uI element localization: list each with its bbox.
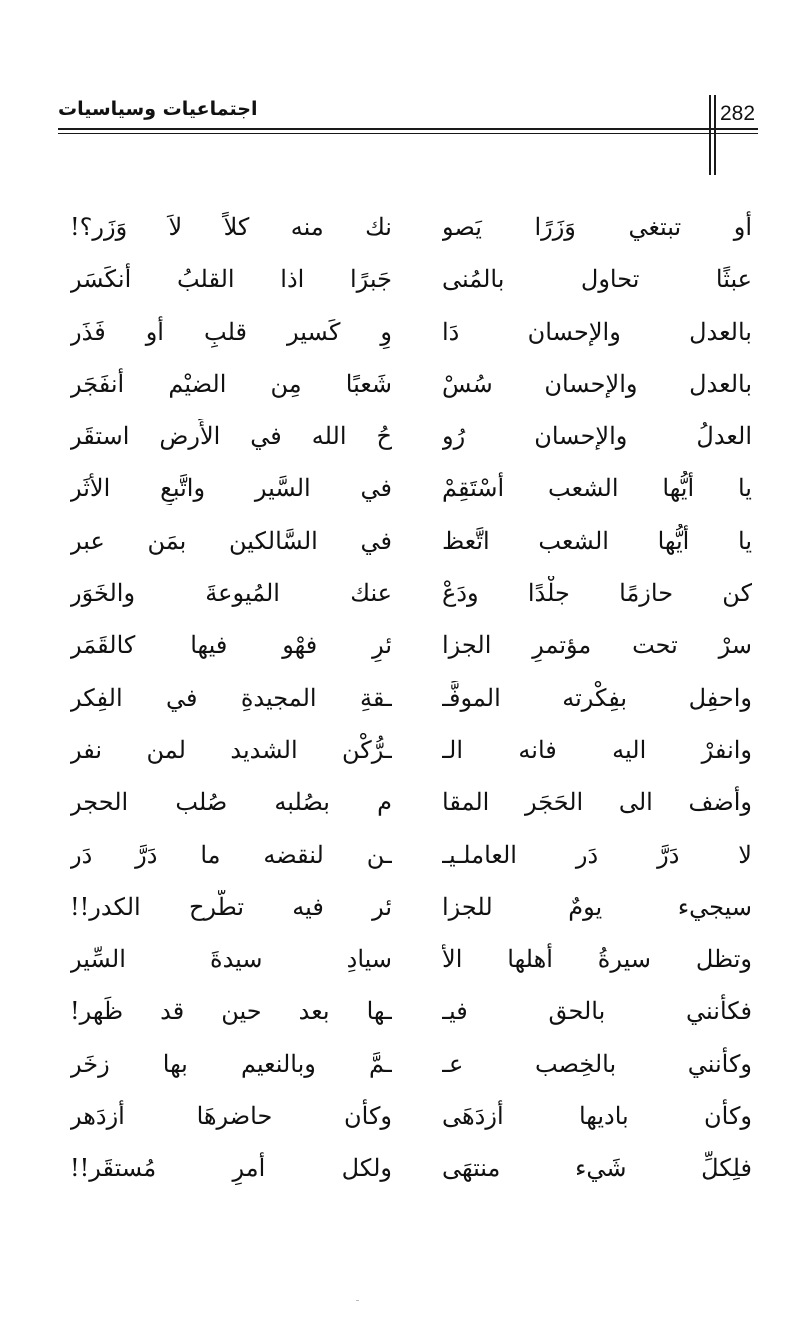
poem <box>0 204 788 1198</box>
first-hemistich: يا أيُّها الشعب اتَّعظ <box>442 526 752 555</box>
header-vertical-bar <box>714 95 716 175</box>
verse <box>0 1145 788 1197</box>
page-number: 282 <box>720 102 756 125</box>
verse <box>0 936 788 988</box>
first-hemistich: أو تبتغي وَزَرًا يَصو <box>442 213 752 241</box>
second-hemistich: ئرِ فهْو فيها كالقَمَر <box>70 631 392 660</box>
verse <box>0 988 788 1040</box>
second-hemistich: ولكل أمرِ مُستقَر!! <box>70 1154 392 1183</box>
verse <box>0 727 788 779</box>
first-hemistich: بالعدل والإحسان سُسْ <box>442 369 752 398</box>
verse <box>0 622 788 674</box>
second-hemistich: ـها بعد حين قد ظَهر! <box>70 997 392 1026</box>
first-hemistich: سيجيء يومٌ للجزا <box>442 892 752 921</box>
verse <box>0 675 788 727</box>
first-hemistich: وانفرْ اليه فانه الـ <box>442 735 752 764</box>
first-hemistich: وكأن باديها أزدَهَى <box>442 1102 752 1131</box>
first-hemistich: بالعدل والإحسان دَا <box>442 317 752 346</box>
second-hemistich: ـرُّكْن الشديد لمن نفر <box>70 735 392 764</box>
second-hemistich: عنك المُيوعةَ والخَوَر <box>70 579 392 608</box>
second-hemistich: ـمَّ وبالنعيم بها زخَر <box>70 1049 392 1078</box>
verse <box>0 884 788 936</box>
second-hemistich: شَعبًا مِن الضيْم أنفَجَر <box>70 369 392 398</box>
first-hemistich: كن حازمًا جلْدًا ودَعْ <box>442 579 752 608</box>
header-vertical-bar <box>709 95 711 175</box>
scan-speck <box>356 1300 359 1301</box>
first-hemistich: وكأنني بالخِصب عـ <box>442 1049 752 1078</box>
verse <box>0 465 788 517</box>
first-hemistich: فكأنني بالحق فيـ <box>442 997 752 1026</box>
header-rule-thick <box>58 128 758 130</box>
verse <box>0 570 788 622</box>
second-hemistich: في السَّير واتَّبعِ الأثَر <box>70 474 392 503</box>
second-hemistich: ـقةِ المجيدةِ في الفِكر <box>70 683 392 712</box>
first-hemistich: سرْ تحت مؤتمرِ الجزا <box>442 631 752 660</box>
verse <box>0 309 788 361</box>
verse <box>0 256 788 308</box>
verse <box>0 832 788 884</box>
first-hemistich: يا أيُّها الشعب أسْتَقِمْ <box>442 474 752 503</box>
page-header <box>0 0 788 180</box>
first-hemistich: واحفِل بفِكْرته الموفَّـ <box>442 683 752 712</box>
verse <box>0 518 788 570</box>
second-hemistich: وِ كَسير قلبِ أو فَذَر <box>70 317 392 346</box>
header-rule-thin <box>58 133 758 134</box>
second-hemistich: وكأن حاضرهَا أزدَهر <box>70 1102 392 1131</box>
first-hemistich: العدلُ والإحسان رُو <box>442 422 752 451</box>
verse <box>0 204 788 256</box>
second-hemistich: جَبرًا اذا القلبُ أنكَسَر <box>70 265 392 294</box>
verse <box>0 413 788 465</box>
running-header-title: اجتماعيات وسياسيات <box>58 98 258 120</box>
first-hemistich: عبثًا تحاول بالمُنى <box>442 265 752 294</box>
verse <box>0 1093 788 1145</box>
verse <box>0 1041 788 1093</box>
first-hemistich: لا دَرَّ دَر العاملـيـ <box>442 840 752 869</box>
verse <box>0 361 788 413</box>
first-hemistich: وتظل سيرةُ أهلها الأ <box>442 945 752 974</box>
first-hemistich: وأضف الى الحَجَر المقا <box>442 788 752 817</box>
second-hemistich: حُ الله في الأَرض استقَر <box>70 422 392 451</box>
second-hemistich: ـن لنقضه ما دَرَّ دَر <box>70 840 392 869</box>
second-hemistich: ئر فيه تطَّرح الكدر!! <box>70 892 392 921</box>
second-hemistich: سيادِ سيدةَ السِّير <box>70 945 392 974</box>
second-hemistich: م بصُلبه صُلب الحجر <box>70 788 392 817</box>
verse <box>0 779 788 831</box>
first-hemistich: فلِكلِّ شَيء منتهَى <box>442 1154 752 1183</box>
second-hemistich: في السَّالكين بمَن عبر <box>70 526 392 555</box>
second-hemistich: نك منه كلاً لاَ وَزَر؟! <box>70 213 392 241</box>
